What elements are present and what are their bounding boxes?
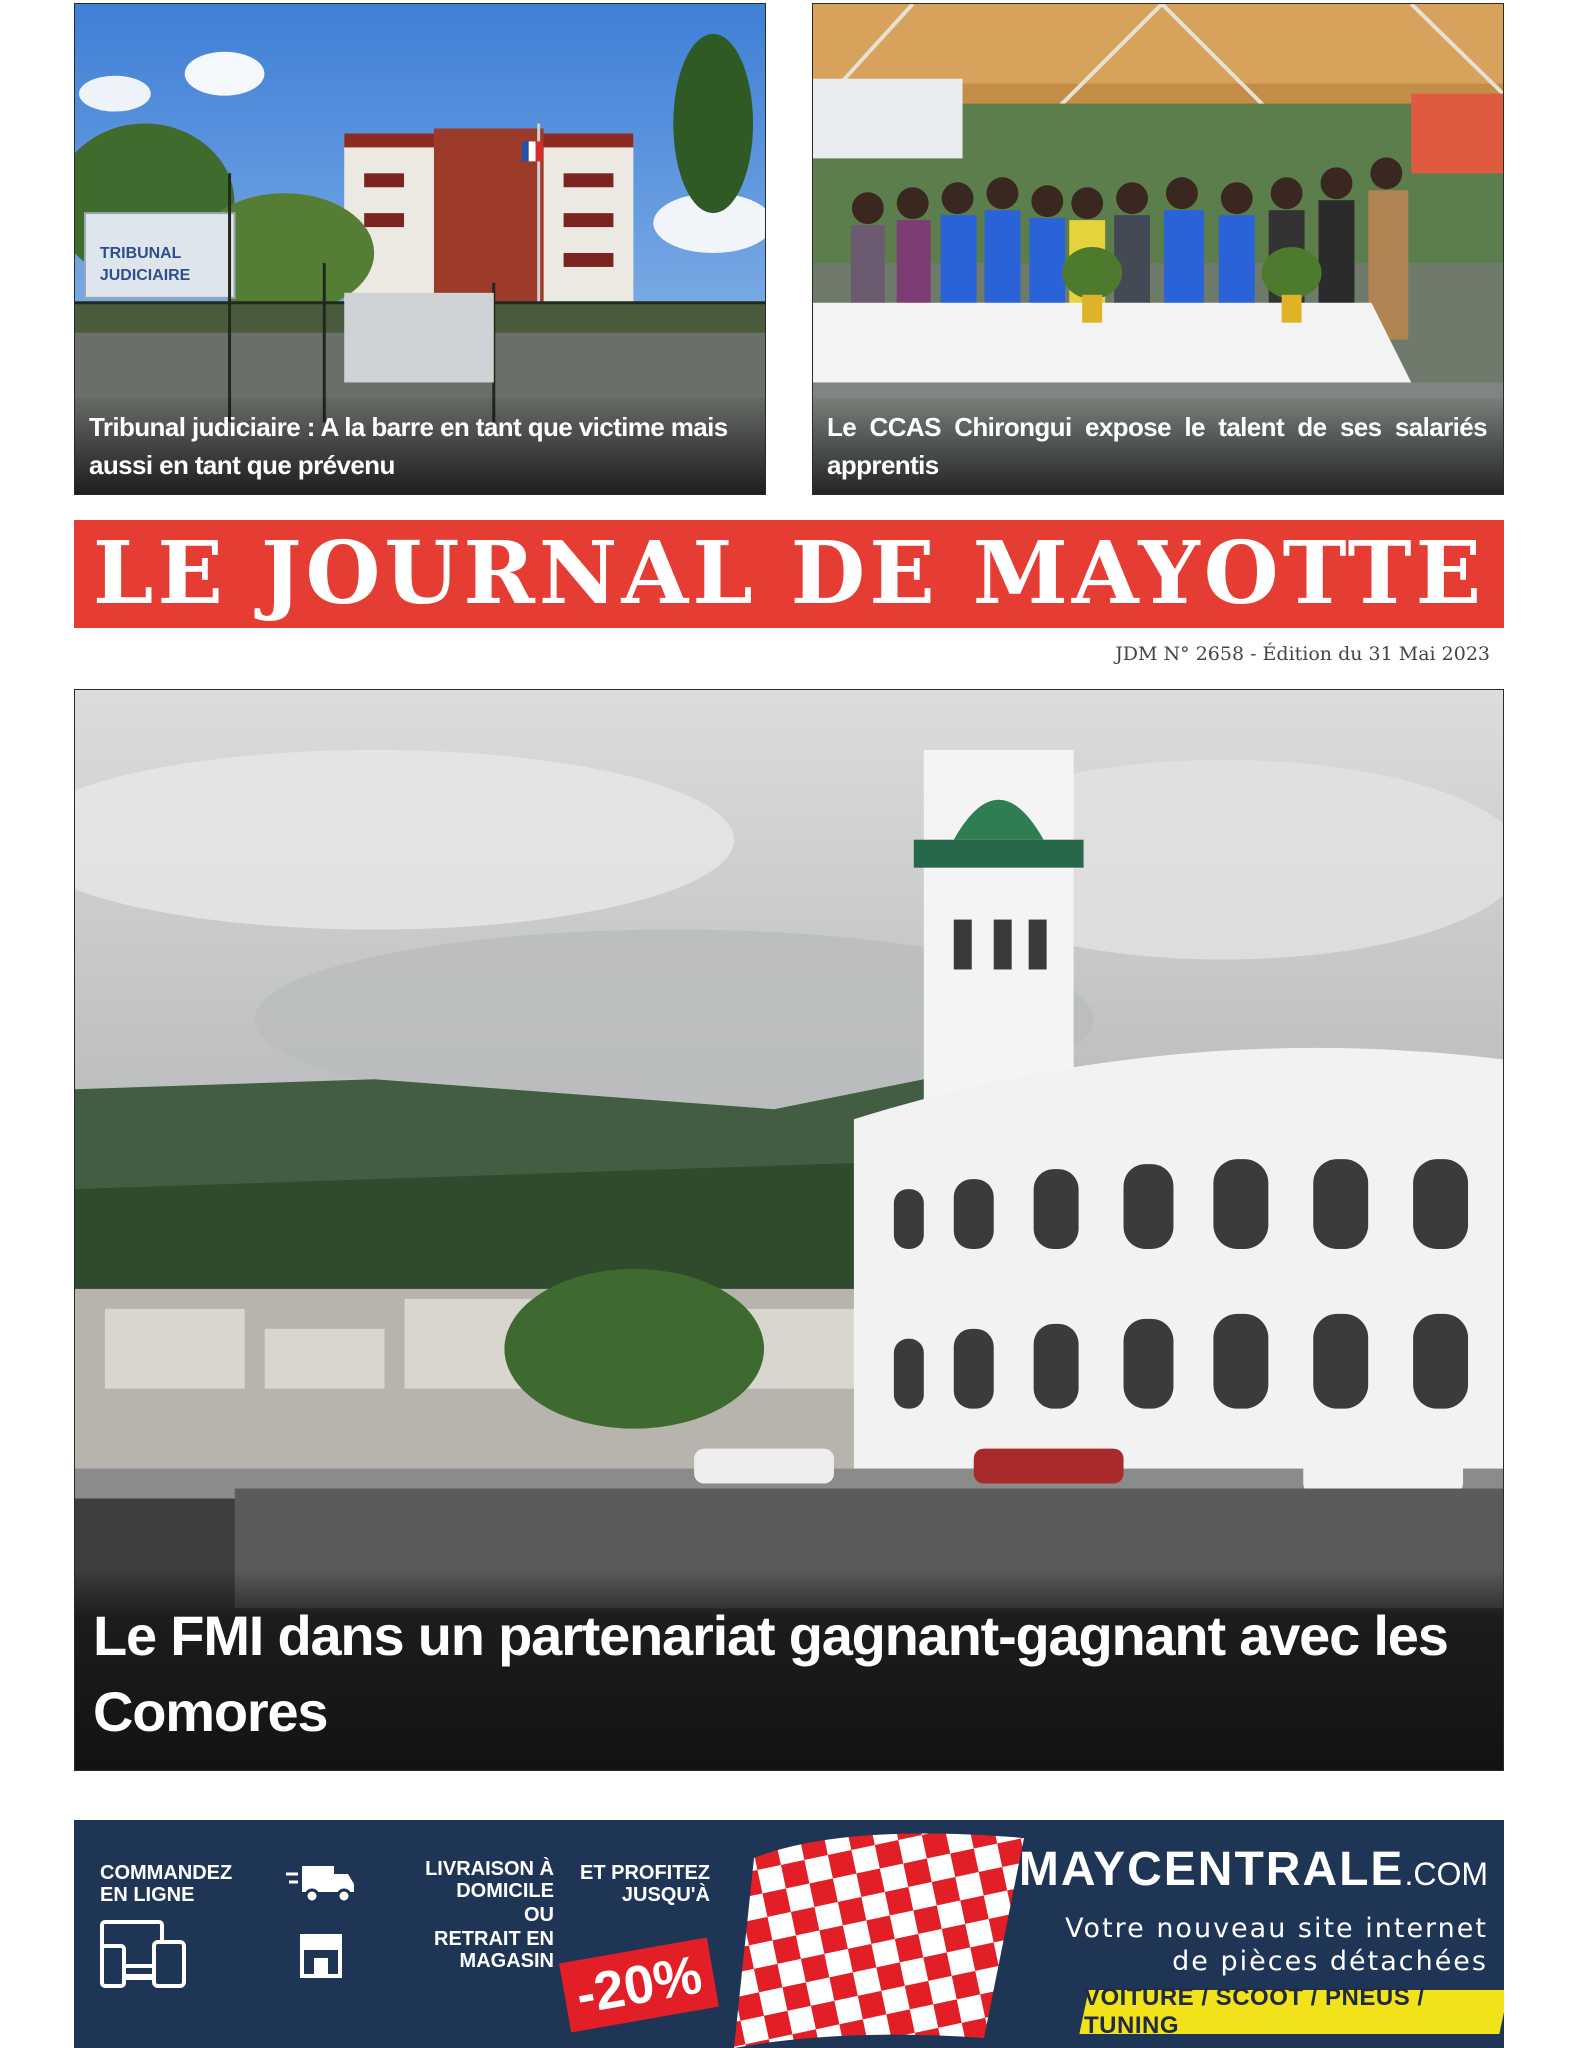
story-headline[interactable]: Le CCAS Chirongui expose le talent de ses salariés apprentis: [827, 412, 1487, 480]
ad-delivery-options: [374, 1858, 554, 1972]
ad-categories-strip: [1079, 1984, 1504, 2039]
story-headline[interactable]: Tribunal judiciaire : A la barre en tant que victime mais aussi en tant que prévenu: [89, 412, 728, 480]
checkered-flag-icon: [724, 1828, 1044, 2048]
ad-brand-tld: .COM: [1404, 1856, 1488, 1892]
ad-order-text: COMMANDEZ EN LIGNE: [100, 1862, 233, 1906]
ad-tagline-line2: de pièces détachées: [1172, 1946, 1488, 1977]
svg-text:JUDICIAIRE: JUDICIAIRE: [99, 266, 191, 284]
story-caption-band: [75, 1568, 1503, 1770]
ad-discount-badge: -20%: [559, 1938, 719, 2033]
ad-pickup-text: RETRAIT EN MAGASIN: [434, 1928, 554, 1972]
masthead-title[interactable]: LE JOURNAL DE MAYOTTE: [92, 523, 1486, 624]
ad-brand-name: MAYCENTRALE: [1018, 1843, 1405, 1896]
story-caption-band: [75, 398, 765, 494]
story-headline[interactable]: Le FMI dans un partenariat gagnant-gagnant avec les Comores: [93, 1604, 1448, 1743]
story-card-ccas[interactable]: [812, 3, 1504, 495]
edition-info: JDM N° 2658 - Édition du 31 Mai 2023: [1115, 643, 1490, 665]
story-caption-band: [813, 398, 1503, 494]
devices-icon: [100, 1918, 190, 1990]
story-card-tribunal[interactable]: [74, 3, 766, 495]
tribunal-sign-text: TRIBUNAL: [99, 244, 182, 262]
delivery-truck-icon: [286, 1862, 356, 1906]
ad-delivery-text: LIVRAISON À DOMICILE: [425, 1858, 554, 1902]
ad-categories-text: VOITURE / SCOOT / PNEUS / TUNING: [1084, 1984, 1425, 2039]
masthead-banner: [74, 520, 1504, 628]
ad-profit-text: ET PROFITEZ JUSQU'À: [580, 1862, 710, 1906]
maycentrale-ad-banner[interactable]: [74, 1820, 1504, 2048]
ad-brand: [1019, 1842, 1488, 1897]
story-card-main[interactable]: [74, 689, 1504, 1771]
ad-or-text: OU: [524, 1904, 554, 1926]
ad-tagline: [1065, 1912, 1488, 1978]
ad-tagline-line1: Votre nouveau site internet: [1065, 1913, 1488, 1944]
store-icon: [296, 1930, 346, 1980]
